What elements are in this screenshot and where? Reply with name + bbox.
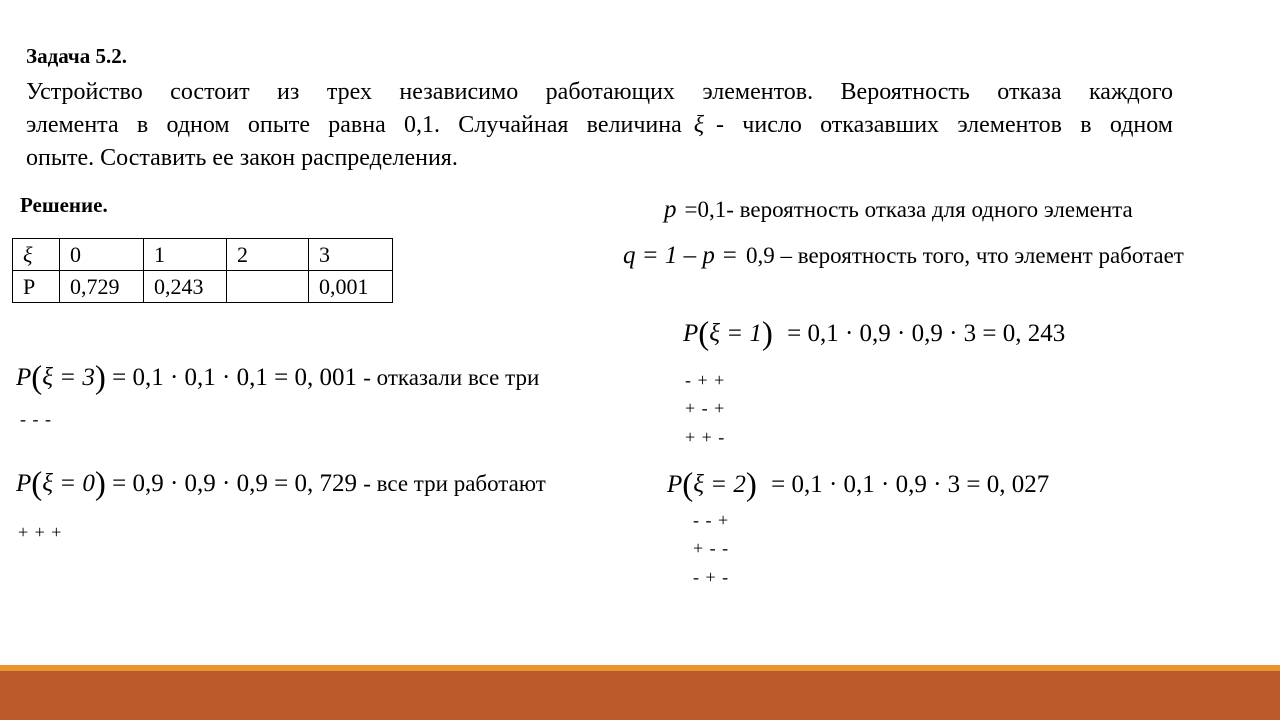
p-definition-text: =0,1- вероятность отказа для одного элемента (684, 197, 1133, 222)
table-row (13, 239, 393, 271)
task-line-3: опыте. Составить ее закон распределения. (26, 145, 458, 171)
q-definition (623, 242, 1184, 270)
p-symbol: p (664, 196, 677, 223)
signs-p2-3: - + - (693, 567, 730, 587)
xi-symbol: ξ (693, 112, 705, 138)
formula-p-symbol: P (667, 471, 683, 498)
formula-rhs: = 0,1 · 0,1 · 0,9 · 3 = 0, 027 (771, 471, 1050, 498)
table-cell: ξ (13, 239, 60, 271)
formula-comment: - все три работают (363, 471, 546, 496)
p-definition (664, 196, 1133, 224)
q-formula: q = 1 – p = (623, 242, 738, 269)
distribution-table (12, 238, 393, 303)
q-definition-text: 0,9 – вероятность того, что элемент работает (746, 243, 1184, 268)
table-cell (227, 271, 309, 303)
signs-p0: + + + (18, 522, 63, 542)
signs-p1-3: + + - (685, 427, 726, 447)
formula-rhs: = 0,9 · 0,9 · 0,9 = 0, 729 (112, 470, 357, 497)
table-cell: 0,001 (309, 271, 393, 303)
formula-argument: ξ = 2 (693, 471, 746, 498)
formula-comment: - отказали все три (363, 365, 540, 390)
task-line-2 (26, 109, 1173, 142)
formula-rhs: = 0,1 · 0,1 · 0,1 = 0, 001 (112, 364, 357, 391)
task-line-2a: элемента в одном опыте равна 0,1. Случайная величина (26, 112, 682, 138)
task-statement (26, 76, 1173, 175)
formula-p3: P(ξ = 3) = 0,1 · 0,1 · 0,1 = 0, 001 - отказали все три (16, 360, 540, 396)
signs-p2-2: + - - (693, 538, 730, 558)
footer-bar (0, 671, 1280, 720)
formula-p2: P(ξ = 2) = 0,1 · 0,1 · 0,9 · 3 = 0, 027 (667, 467, 1050, 503)
table-cell: P (13, 271, 60, 303)
task-title: Задача 5.2. (26, 44, 127, 68)
table-cell: 0,243 (144, 271, 227, 303)
task-line-2b: - число отказавших элементов в одном (716, 112, 1173, 138)
table-cell: 0 (60, 239, 144, 271)
formula-argument: ξ = 0 (42, 470, 95, 497)
signs-p1-2: + - + (685, 398, 726, 418)
formula-argument: ξ = 1 (709, 320, 762, 347)
formula-p-symbol: P (683, 320, 699, 347)
formula-p0: P(ξ = 0) = 0,9 · 0,9 · 0,9 = 0, 729 - все три работают (16, 466, 546, 502)
signs-p2-1: - - + (693, 510, 730, 530)
formula-p1: P(ξ = 1) = 0,1 · 0,9 · 0,9 · 3 = 0, 243 (683, 316, 1066, 352)
signs-p1-1: - + + (685, 370, 726, 390)
formula-argument: ξ = 3 (42, 364, 95, 391)
formula-rhs: = 0,1 · 0,9 · 0,9 · 3 = 0, 243 (787, 320, 1066, 347)
table-cell: 1 (144, 239, 227, 271)
solution-label: Решение. (20, 193, 108, 217)
formula-p-symbol: P (16, 364, 32, 391)
table-cell: 3 (309, 239, 393, 271)
table-row (13, 271, 393, 303)
signs-p3: - - - (20, 409, 52, 429)
table-cell: 2 (227, 239, 309, 271)
task-line-1: Устройство состоит из трех независимо работающих элементов. Вероятность отказа каждого (26, 79, 1173, 105)
formula-p-symbol: P (16, 470, 32, 497)
table-cell: 0,729 (60, 271, 144, 303)
